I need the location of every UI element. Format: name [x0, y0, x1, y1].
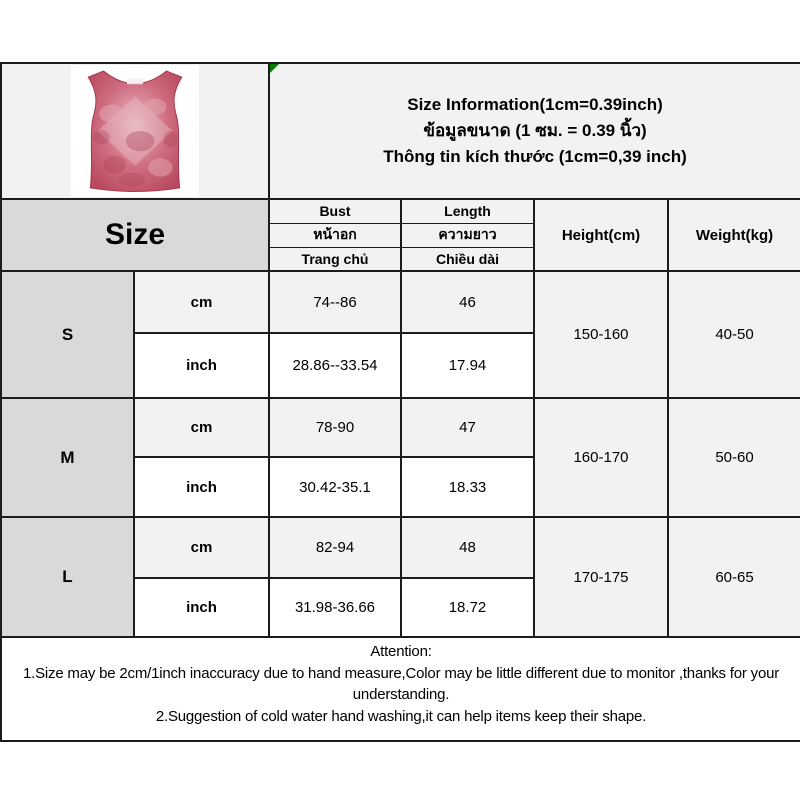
size-info-title-th: ข้อมูลขนาด (1 ซม. = 0.39 นิ้ว)	[423, 121, 647, 140]
size-info-cell	[269, 63, 800, 199]
size-info-title-en: Size Information(1cm=0.39inch)	[407, 95, 663, 114]
row-l-length-cm: 48	[401, 517, 534, 578]
row-s-unit-inch: inch	[134, 333, 269, 398]
row-l-size-label: L	[1, 517, 134, 637]
row-l-unit-cm: cm	[134, 517, 269, 578]
row-s-length-cm: 46	[401, 271, 534, 333]
row-m-bust-inch: 30.42-35.1	[269, 457, 401, 517]
col-header-bust-vi: Trang chủ	[269, 247, 401, 271]
row-s-weight: 40-50	[668, 271, 800, 398]
col-header-bust-th: หน้าอก	[269, 223, 401, 247]
row-m-size-label: M	[1, 398, 134, 517]
product-image-cell	[1, 63, 269, 199]
row-l-weight: 60-65	[668, 517, 800, 637]
col-header-length-en: Length	[401, 199, 534, 223]
row-s-unit-cm: cm	[134, 271, 269, 333]
col-header-weight: Weight(kg)	[668, 199, 800, 271]
cell-corner-marker-icon	[270, 64, 279, 73]
row-s-size-label: S	[1, 271, 134, 398]
col-header-length-vi: Chiều dài	[401, 247, 534, 271]
row-l-unit-inch: inch	[134, 578, 269, 637]
row-m-unit-cm: cm	[134, 398, 269, 457]
row-s-length-inch: 17.94	[401, 333, 534, 398]
row-l-bust-inch: 31.98-36.66	[269, 578, 401, 637]
row-m-bust-cm: 78-90	[269, 398, 401, 457]
attention-line-2: 2.Suggestion of cold water hand washing,it can help items keep their shape.	[155, 707, 647, 725]
row-s-height: 150-160	[534, 271, 668, 398]
col-header-bust-en: Bust	[269, 199, 401, 223]
row-s-bust-inch: 28.86--33.54	[269, 333, 401, 398]
product-photo	[71, 65, 199, 197]
size-header: Size	[1, 199, 269, 271]
row-m-weight: 50-60	[668, 398, 800, 517]
row-s-bust-cm: 74--86	[269, 271, 401, 333]
size-info-title-vi: Thông tin kích thước (1cm=0,39 inch)	[383, 147, 687, 166]
row-l-length-inch: 18.72	[401, 578, 534, 637]
row-m-length-cm: 47	[401, 398, 534, 457]
size-chart-table	[0, 62, 800, 742]
row-l-height: 170-175	[534, 517, 668, 637]
attention-line-1: 1.Size may be 2cm/1inch inaccuracy due to hand measure,Color may be little different due to monitor ,thanks for your understanding.	[22, 664, 780, 703]
attention-cell	[1, 637, 800, 741]
row-l-bust-cm: 82-94	[269, 517, 401, 578]
col-header-height: Height(cm)	[534, 199, 668, 271]
attention-heading: Attention:	[370, 643, 432, 660]
row-m-unit-inch: inch	[134, 457, 269, 517]
row-m-height: 160-170	[534, 398, 668, 517]
tank-top-graphic	[79, 68, 191, 194]
col-header-length-th: ความยาว	[401, 223, 534, 247]
row-m-length-inch: 18.33	[401, 457, 534, 517]
